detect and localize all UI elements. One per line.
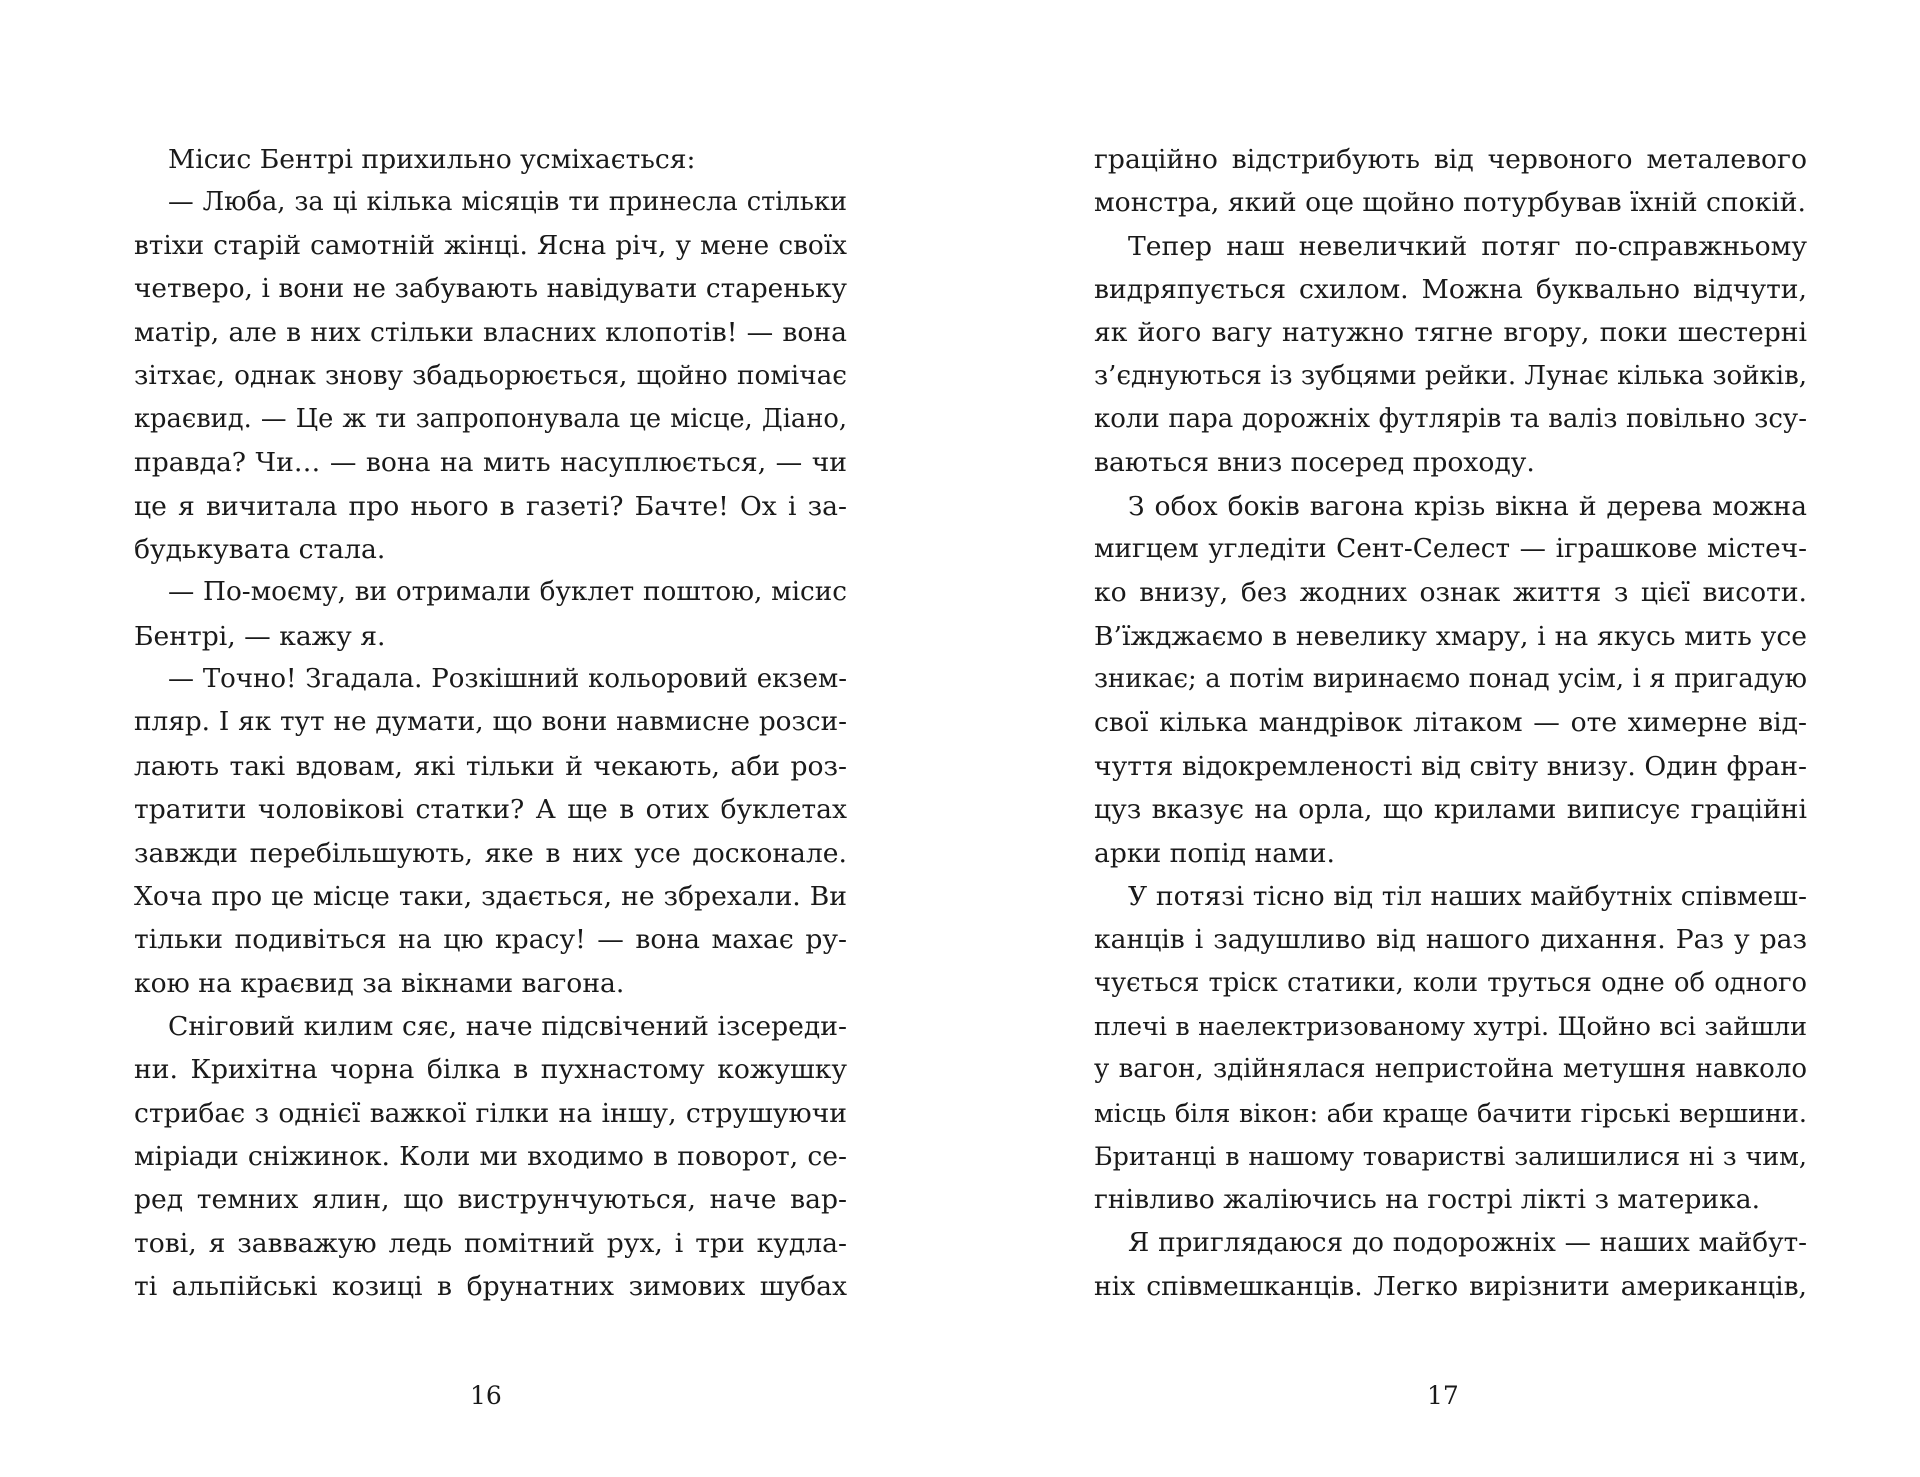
text-line: У потязі тісно від тіл наших майбутніх співмеш-: [1128, 880, 1807, 912]
text-line: краєвид. — Це ж ти запропонувала це місце, Діано,: [134, 404, 847, 435]
text-line: монстра, який оце щойно потурбував їхній спокій.: [1094, 187, 1806, 219]
text-line: арки попід нами.: [1094, 837, 1335, 869]
text-line: як його вагу натужно тягне вгору, поки шестерні: [1094, 317, 1807, 349]
text-line: — Люба, за ці кілька місяців ти принесла стільки: [168, 187, 847, 218]
text-line: лають такі вдовам, які тільки й чекають, аби роз-: [134, 750, 847, 782]
left-page-number: 16: [470, 1381, 502, 1410]
text-line: видряпується схилом. Можна буквально відчути,: [1094, 274, 1807, 306]
text-line: у вагон, здійнялася непристойна метушня навколо: [1094, 1054, 1807, 1085]
text-line: ті альпійські козиці в брунатних зимових шубах: [134, 1270, 847, 1302]
text-line: кою на краєвид за вікнами вагона.: [134, 967, 625, 999]
text-line: ко внизу, без жодних ознак життя з цієї висоти.: [1094, 577, 1807, 609]
text-line: З обох боків вагона крізь вікна й дерева можна: [1128, 490, 1807, 522]
text-line: гнівливо жаліючись на гострі лікті з материка.: [1094, 1184, 1761, 1216]
text-line: пляр. І як тут не думати, що вони навмисне розси-: [134, 707, 847, 738]
text-line: Бентрі, — кажу я.: [134, 620, 386, 652]
text-line: четверо, і вони не забувають навідувати стареньку: [134, 274, 847, 305]
text-line: — По-моєму, ви отримали буклет поштою, місис: [168, 577, 847, 608]
text-line: канців і задушливо від нашого дихання. Раз у раз: [1094, 924, 1807, 956]
text-line: граційно відстрибують від червоного металевого: [1094, 144, 1807, 175]
text-line: Я приглядаюся до подорожніх — наших майбут-: [1128, 1227, 1807, 1258]
text-line: Місис Бентрі прихильно усміхається:: [168, 144, 696, 175]
left-page-text: [134, 138, 847, 1308]
text-line: стрибає з однієї важкої гілки на іншу, струшуючи: [134, 1097, 847, 1129]
text-line: В’їжджаємо в невелику хмару, і на якусь мить усе: [1094, 620, 1807, 652]
text-line: міріади сніжинок. Коли ми входимо в поворот, се-: [134, 1140, 847, 1172]
text-line: ни. Крихітна чорна білка в пухнастому кожушку: [134, 1054, 847, 1086]
text-line: зітхає, однак знову збадьорюється, щойно помічає: [134, 360, 847, 391]
text-line: тільки подивіться на цю красу! — вона махає ру-: [134, 924, 847, 956]
text-line: Хоча про це місце таки, здається, не збрехали. Ви: [134, 880, 847, 912]
text-line: тові, я завважую ледь помітний рух, і три кудла-: [134, 1227, 847, 1259]
text-line: мигцем угледіти Сент-Селест — іграшкове містеч-: [1094, 534, 1807, 565]
text-line: — Точно! Згадала. Розкішний кольоровий екзем-: [168, 664, 847, 695]
text-line: Британці в нашому товаристві залишилися ні з чим,: [1094, 1140, 1807, 1171]
text-line: з’єднуються із зубцями рейки. Лунає кілька зойків,: [1094, 360, 1807, 391]
right-page: [960, 0, 1920, 1477]
text-line: ред темних ялин, що виструнчуються, наче вар-: [134, 1184, 847, 1216]
right-page-text: [1094, 138, 1807, 1308]
text-line: правда? Чи… — вона на мить насуплюється, — чи: [134, 447, 847, 479]
text-line: місць біля вікон: аби краще бачити гірські вершини.: [1094, 1097, 1807, 1128]
text-line: будькувата стала.: [134, 534, 386, 566]
text-line: Тепер наш невеличкий потяг по-справжньому: [1128, 230, 1807, 262]
text-line: свої кілька мандрівок літаком — оте химерне від-: [1094, 707, 1807, 739]
text-line: чується тріск статики, коли труться одне об одного: [1094, 967, 1807, 998]
text-line: зникає; а потім виринаємо понад усім, і я пригадую: [1094, 664, 1807, 695]
text-line: матір, але в них стільки власних клопотів! — вона: [134, 317, 847, 349]
text-line: плечі в наелектризованому хутрі. Щойно всі зайшли: [1094, 1010, 1807, 1041]
right-page-number: 17: [1427, 1381, 1459, 1410]
text-line: ваються вниз посеред проходу.: [1094, 447, 1535, 479]
text-line: ніх співмешканців. Легко вирізнити американців,: [1094, 1270, 1807, 1302]
text-line: тратити чоловікові статки? А ще в отих буклетах: [134, 794, 847, 826]
text-line: завжди перебільшують, яке в них усе досконале.: [134, 837, 847, 869]
text-line: цуз вказує на орла, що крилами виписує граційні: [1094, 794, 1807, 826]
text-line: Сніговий килим сяє, наче підсвічений ізсереди-: [168, 1010, 847, 1042]
text-line: чуття відокремленості від світу внизу. Один фран-: [1094, 750, 1807, 782]
text-line: втіхи старій самотній жінці. Ясна річ, у мене своїх: [134, 230, 847, 261]
text-line: коли пара дорожніх футлярів та валіз повільно зсу-: [1094, 404, 1807, 435]
text-line: це я вичитала про нього в газеті? Бачте! Ох і за-: [134, 490, 847, 522]
